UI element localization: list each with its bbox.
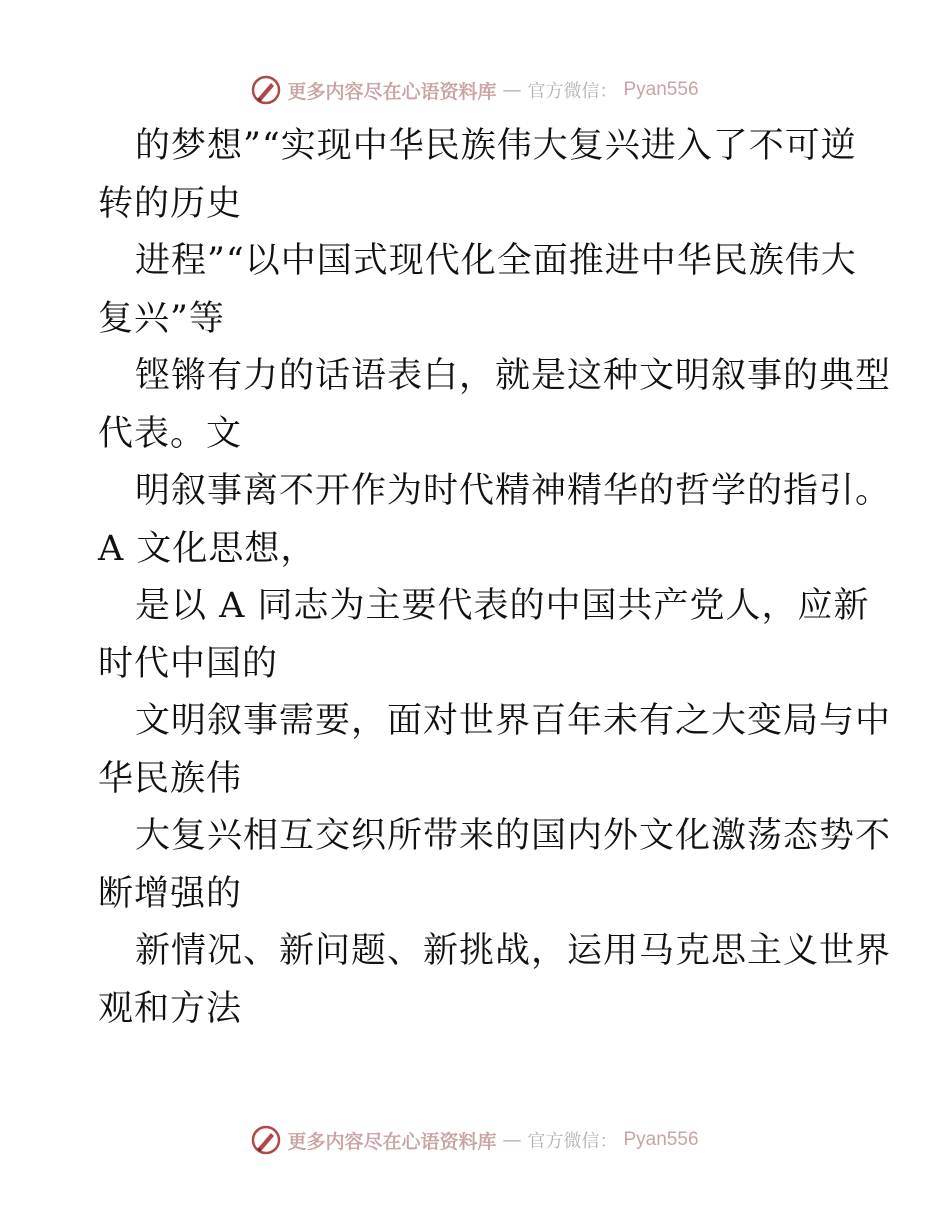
body-line: 是以 A 同志为主要代表的中国共产党人，应新	[135, 586, 870, 626]
body-line: 铿锵有力的话语表白，就是这种文明叙事的典型	[135, 356, 892, 396]
body-line: 观和方法	[98, 988, 243, 1029]
body-line: 代表。文	[98, 413, 243, 454]
header-dash: —	[502, 79, 522, 101]
header-promo-text: 更多内容尽在心语资料库	[287, 80, 497, 103]
footer-dash: —	[502, 1129, 522, 1151]
body-line: A 文化思想，	[98, 528, 317, 569]
body-line: 断增强的	[98, 873, 243, 914]
footer-watermark-banner	[0, 1120, 950, 1160]
body-line: 复兴”等	[98, 298, 225, 339]
body-line: 转的历史	[98, 183, 243, 224]
footer-promo-text: 更多内容尽在心语资料库	[287, 1130, 497, 1153]
header-official-label: 官方微信：	[527, 81, 618, 102]
body-line: 华民族伟	[98, 758, 243, 799]
body-line: 时代中国的	[98, 643, 279, 684]
body-line: 明叙事离不开作为时代精神精华的哲学的指引。	[135, 471, 892, 511]
footer-official-label: 官方微信：	[527, 1131, 618, 1152]
body-line: 大复兴相互交织所带来的国内外文化激荡态势不	[135, 816, 892, 856]
document-body	[98, 118, 892, 1038]
pen-logo-icon	[251, 75, 281, 105]
footer-wechat-id: Pyan556	[623, 1129, 699, 1150]
header-wechat-id: Pyan556	[623, 79, 699, 100]
body-line: 进程”“以中国式现代化全面推进中华民族伟大	[135, 241, 857, 281]
body-line: 的梦想”“实现中华民族伟大复兴进入了不可逆	[135, 126, 857, 166]
header-watermark-banner	[0, 70, 950, 110]
body-line: 文明叙事需要，面对世界百年未有之大变局与中	[135, 701, 892, 741]
pen-logo-icon	[251, 1125, 281, 1155]
body-line: 新情况、新问题、新挑战，运用马克思主义世界	[135, 931, 892, 971]
